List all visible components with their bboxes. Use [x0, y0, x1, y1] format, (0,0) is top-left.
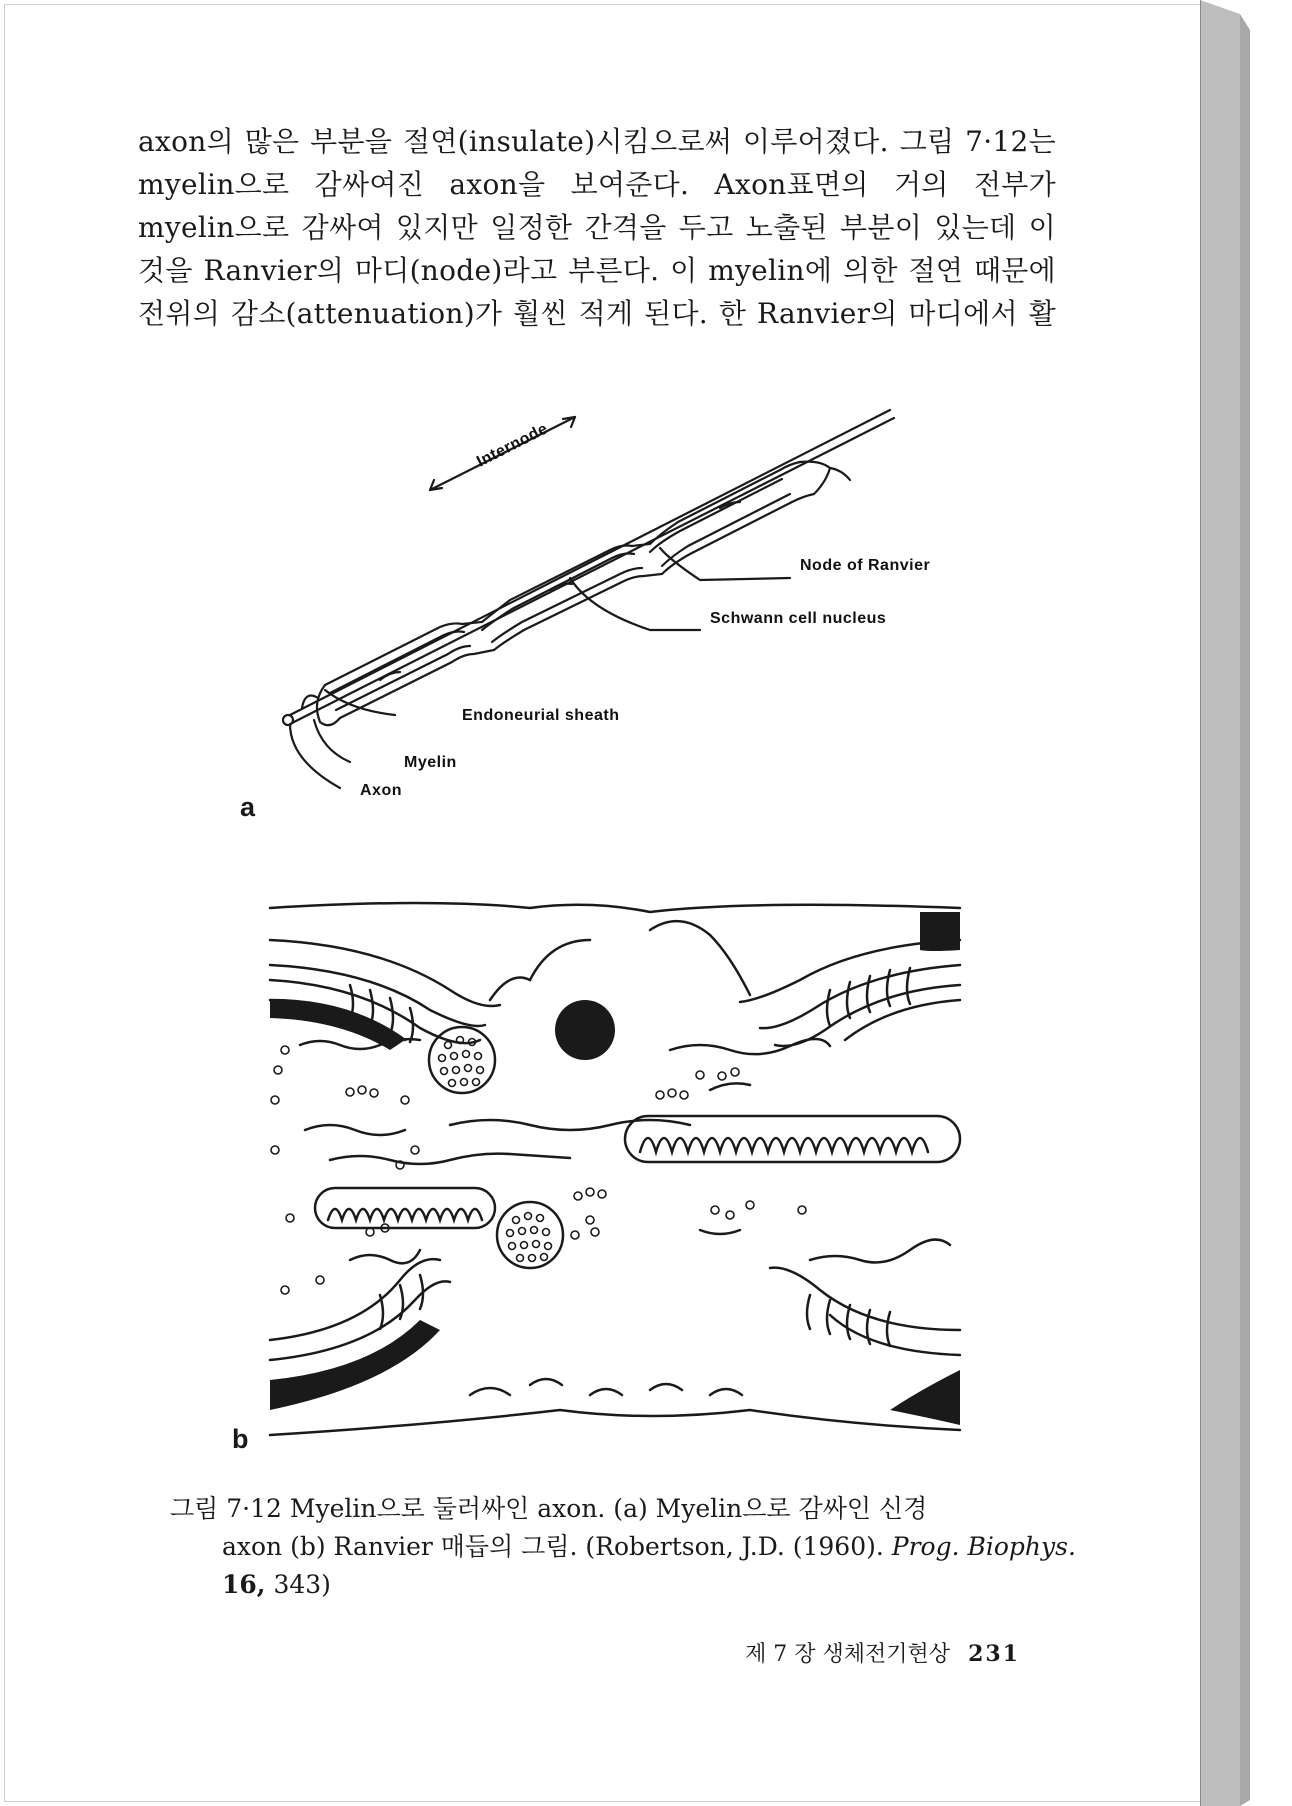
body-line: axon의 많은 부분을 절연(insulate)시킴으로써 이루어졌다. 그림 7·12는 — [138, 125, 1056, 158]
label-schwann-cell-nucleus: Schwann cell nucleus — [710, 610, 887, 627]
caption-citation: axon (b) Ranvier 매듭의 그림. (Robertson, J.D. (1960). — [222, 1532, 892, 1561]
caption-line-2 — [170, 1528, 1076, 1566]
figure-a-panel-label: a — [240, 792, 256, 822]
caption-journal: Prog. Biophys. — [891, 1532, 1076, 1561]
body-line: 것을 Ranvier의 마디(node)라고 부른다. 이 myelin에 의한 절연 때문에 — [138, 254, 1056, 287]
caption-pages: 343) — [265, 1570, 331, 1599]
chapter-title: 제 7 장 생체전기현상 — [745, 1642, 951, 1667]
figure-b-panel-label: b — [232, 1424, 249, 1454]
figure-b-node-of-ranvier-drawing — [230, 890, 990, 1460]
caption-volume: 16, — [222, 1570, 266, 1599]
page-footer — [720, 1637, 1020, 1668]
label-myelin: Myelin — [404, 754, 457, 771]
label-internode: Internode — [474, 420, 551, 471]
figure-a-nerve-fiber-diagram — [230, 390, 990, 830]
label-endoneurial-sheath: Endoneurial sheath — [462, 707, 620, 724]
page-number: 231 — [968, 1641, 1020, 1667]
book-page-edge — [1200, 0, 1292, 1806]
body-line: 전위의 감소(attenuation)가 훨씬 적게 된다. 한 Ranvier의 마디에서 활 — [138, 297, 1056, 330]
caption-line-1: 그림 7·12 Myelin으로 둘러싸인 axon. (a) Myelin으로 감싸인 신경 — [170, 1494, 928, 1523]
caption-line-3 — [170, 1566, 1010, 1604]
label-axon: Axon — [360, 782, 402, 799]
body-line: myelin으로 감싸여 있지만 일정한 간격을 두고 노출된 부분이 있는데 이 — [138, 211, 1056, 244]
dark-nucleus — [555, 1000, 615, 1060]
body-paragraph — [138, 120, 1056, 335]
axon-end — [283, 715, 293, 725]
body-line: myelin으로 감싸여진 axon을 보여준다. Axon표면의 거의 전부가 — [138, 168, 1056, 201]
label-node-of-ranvier: Node of Ranvier — [800, 557, 931, 574]
endoneurial-sheath — [325, 462, 800, 685]
figure-caption — [170, 1490, 1076, 1604]
